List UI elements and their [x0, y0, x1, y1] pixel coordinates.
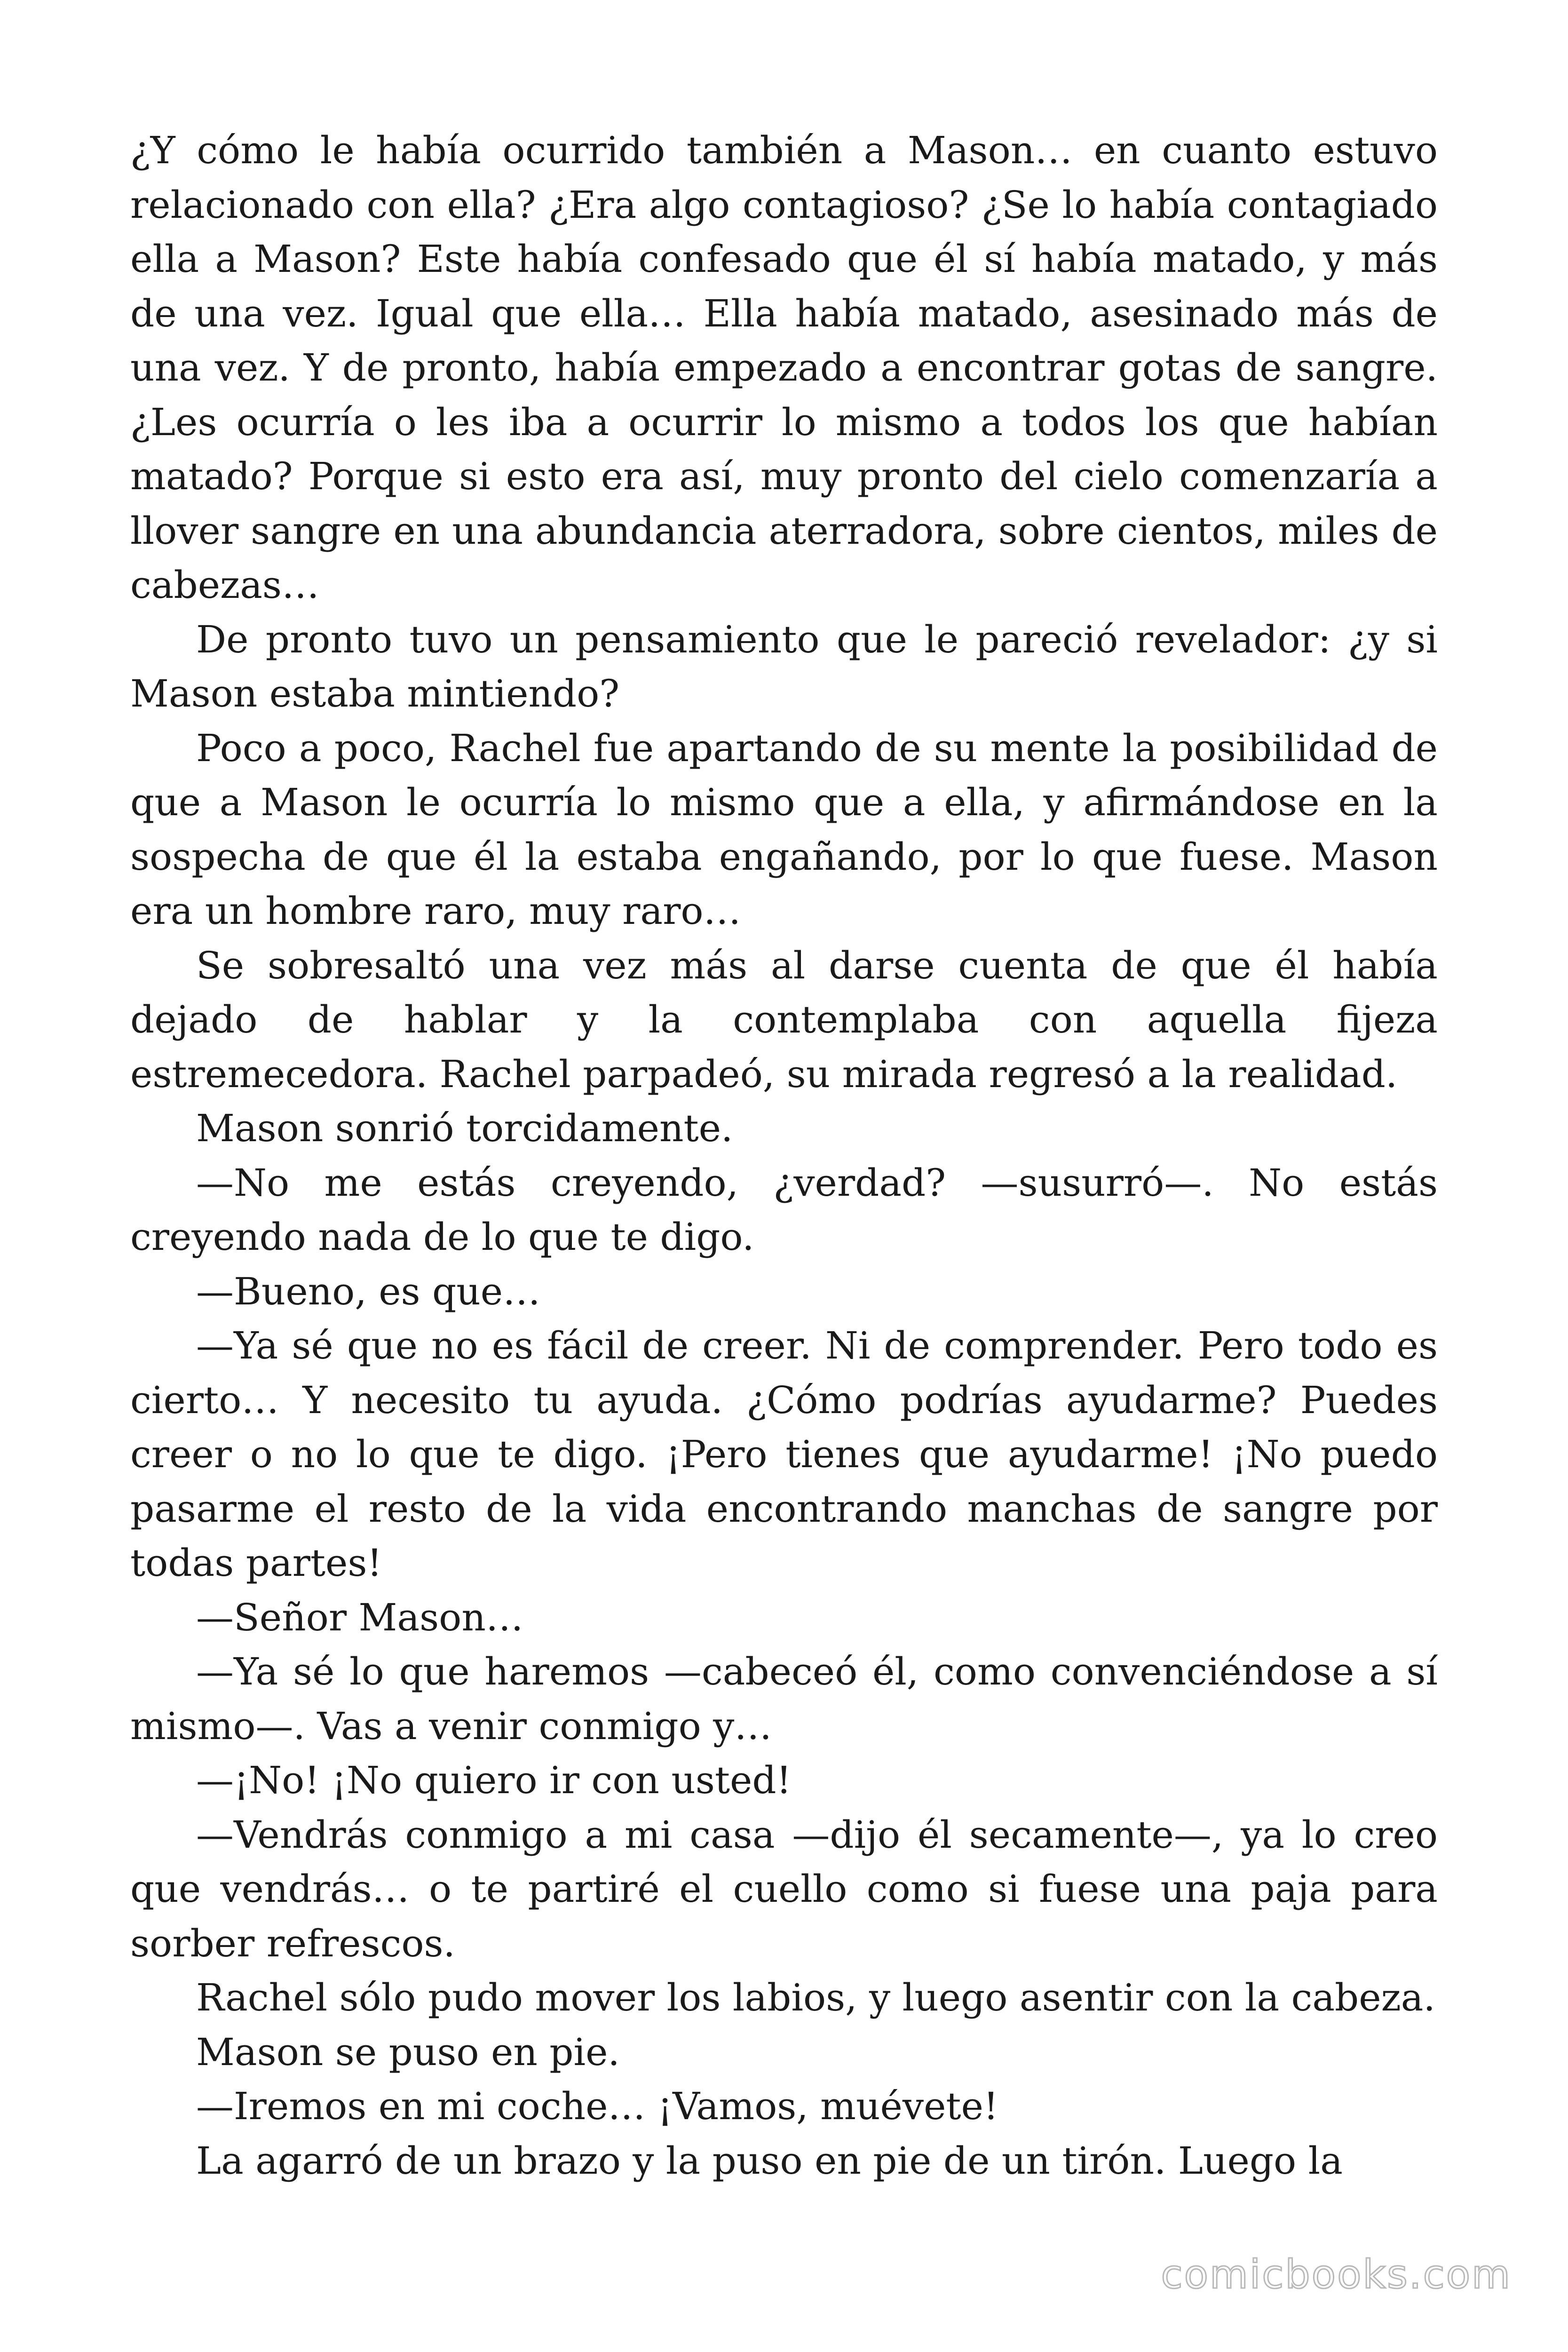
paragraph: —¡No! ¡No quiero ir con usted!: [196, 1758, 792, 1802]
paragraph: —Ya sé lo que haremos —cabeceó él, como convenciéndose a sí mismo—. Vas a venir conmigo y…: [130, 1650, 1438, 1748]
paragraph: —Bueno, es que…: [196, 1269, 541, 1313]
paragraph: —Ya sé que no es fácil de creer. Ni de comprender. Pero todo es cierto… Y necesito tu ayuda. ¿Cómo podrías ayudarme? Puedes creer o no lo que te digo. ¡Pero tienes que ayudarme! ¡No puedo pasarme el resto de la vida encontrando manchas de sangre por todas partes!: [130, 1324, 1438, 1585]
paragraph: La agarró de un brazo y la puso en pie de un tirón. Luego la: [196, 2138, 1343, 2183]
paragraph: —Señor Mason…: [196, 1595, 523, 1639]
paragraph: —Iremos en mi coche… ¡Vamos, muévete!: [196, 2084, 999, 2128]
paragraph: ¿Y cómo le había ocurrido también a Mason… en cuanto estuvo relacionado con ella? ¿Era algo contagioso? ¿Se lo había contagiado ella a Mason? Este había confesado que él sí había matado, y más de una vez. Igual que ella… Ella había matado, asesinado más de una vez. Y de pronto, había empezado a encontrar gotas de sangre. ¿Les ocurría o les iba a ocurrir lo mismo a todos los que habían matado? Porque si esto era así, muy pronto del cielo comenzaría a llover sangre en una abundancia aterradora, sobre cientos, miles de cabezas…: [130, 128, 1438, 607]
paragraph: Mason sonrió torcidamente.: [196, 1106, 733, 1150]
paragraph: Mason se puso en pie.: [196, 2030, 620, 2074]
paragraph: Rachel sólo pudo mover los labios, y luego asentir con la cabeza.: [196, 1976, 1435, 2019]
paragraph: De pronto tuvo un pensamiento que le pareció revelador: ¿y si Mason estaba mintiendo?: [130, 617, 1438, 715]
watermark: comicbooks.com: [1161, 2251, 1512, 2297]
paragraph: —Vendrás conmigo a mi casa —dijo él secamente—, ya lo creo que vendrás… o te partiré el cuello como si fuese una paja para sorber refrescos.: [130, 1812, 1438, 1965]
paragraph: Poco a poco, Rachel fue apartando de su mente la posibilidad de que a Mason le ocurría lo mismo que a ella, y afirmándose en la sospecha de que él la estaba engañando, por lo que fuese. Mason era un hombre raro, muy raro…: [130, 726, 1438, 933]
paragraph: —No me estás creyendo, ¿verdad? —susurró—. No estás creyendo nada de lo que te digo.: [130, 1160, 1438, 1259]
body-text: [130, 123, 1438, 2188]
paragraph: Se sobresaltó una vez más al darse cuenta de que él había dejado de hablar y la contemplaba con aquella fijeza estremecedora. Rachel parpadeó, su mirada regresó a la realidad.: [130, 943, 1438, 1096]
